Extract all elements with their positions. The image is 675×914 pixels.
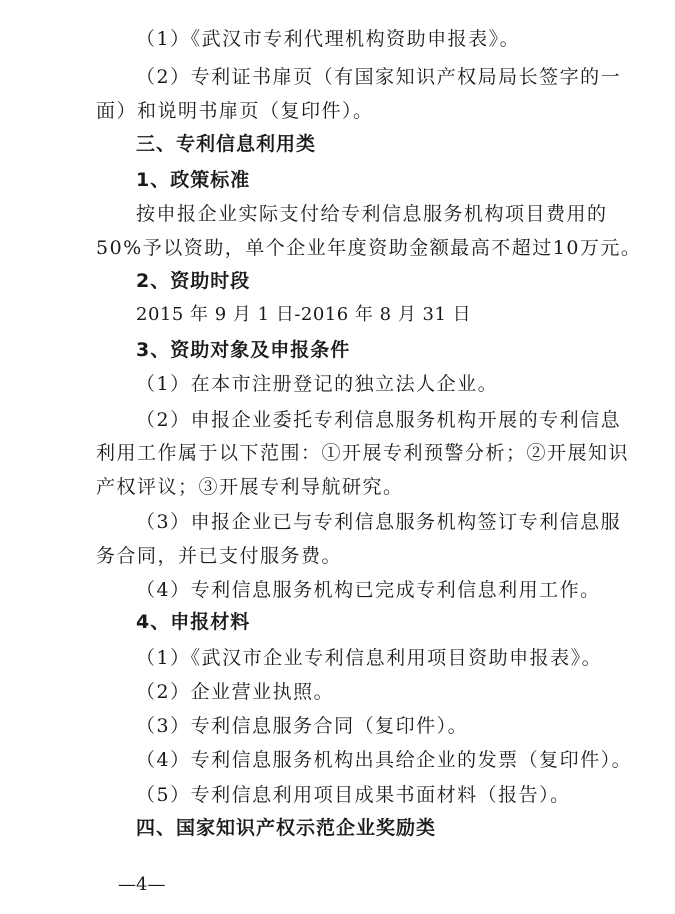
subheading-materials: 4、申报材料 [136, 611, 251, 633]
text-line-21: （3）专利信息服务合同（复印件）。 [136, 715, 469, 737]
funding-period-date: 2015 年 9 月 1 日-2016 年 8 月 31 日 [136, 304, 472, 325]
subheading-policy-standard: 1、政策标准 [136, 169, 251, 191]
section-heading-4: 四、国家知识产权示范企业奖励类 [136, 817, 437, 839]
text-line-20: （2）企业营业执照。 [136, 681, 335, 703]
subheading-funding-period: 2、资助时段 [136, 270, 251, 292]
text-line-7: 50%予以资助，单个企业年度资助金额最高不超过10万元。 [96, 237, 642, 259]
text-line-15: （3）申报企业已与专利信息服务机构签订专利信息服 [136, 511, 622, 533]
text-line-22: （4）专利信息服务机构出具给企业的发票（复印件）。 [136, 749, 633, 771]
section-heading-3: 三、专利信息利用类 [136, 133, 317, 155]
page-number: —4— [118, 874, 166, 895]
text-line-13: 利用工作属于以下范围：①开展专利预警分析；②开展知识 [96, 442, 630, 464]
text-line-11: （1）在本市注册登记的独立法人企业。 [136, 373, 499, 395]
text-line-6: 按申报企业实际支付给专利信息服务机构项目费用的 [136, 203, 608, 225]
text-line-2: （2）专利证书扉页（有国家知识产权局局长签字的一 [136, 66, 622, 88]
text-line-1: （1）《武汉市专利代理机构资助申报表》。 [136, 28, 521, 50]
text-line-14: 产权评议；③开展专利导航研究。 [96, 476, 404, 498]
text-line-16: 务合同，并已支付服务费。 [96, 545, 343, 567]
text-line-19: （1）《武汉市企业专利信息利用项目资助申报表》。 [136, 647, 603, 669]
text-line-17: （4）专利信息服务机构已完成专利信息利用工作。 [136, 579, 601, 601]
text-line-3: 面）和说明书扉页（复印件）。 [96, 100, 374, 122]
text-line-23: （5）专利信息利用项目成果书面材料（报告）。 [136, 784, 571, 806]
text-line-12: （2）申报企业委托专利信息服务机构开展的专利信息 [136, 409, 622, 431]
subheading-eligibility: 3、资助对象及申报条件 [136, 339, 351, 361]
